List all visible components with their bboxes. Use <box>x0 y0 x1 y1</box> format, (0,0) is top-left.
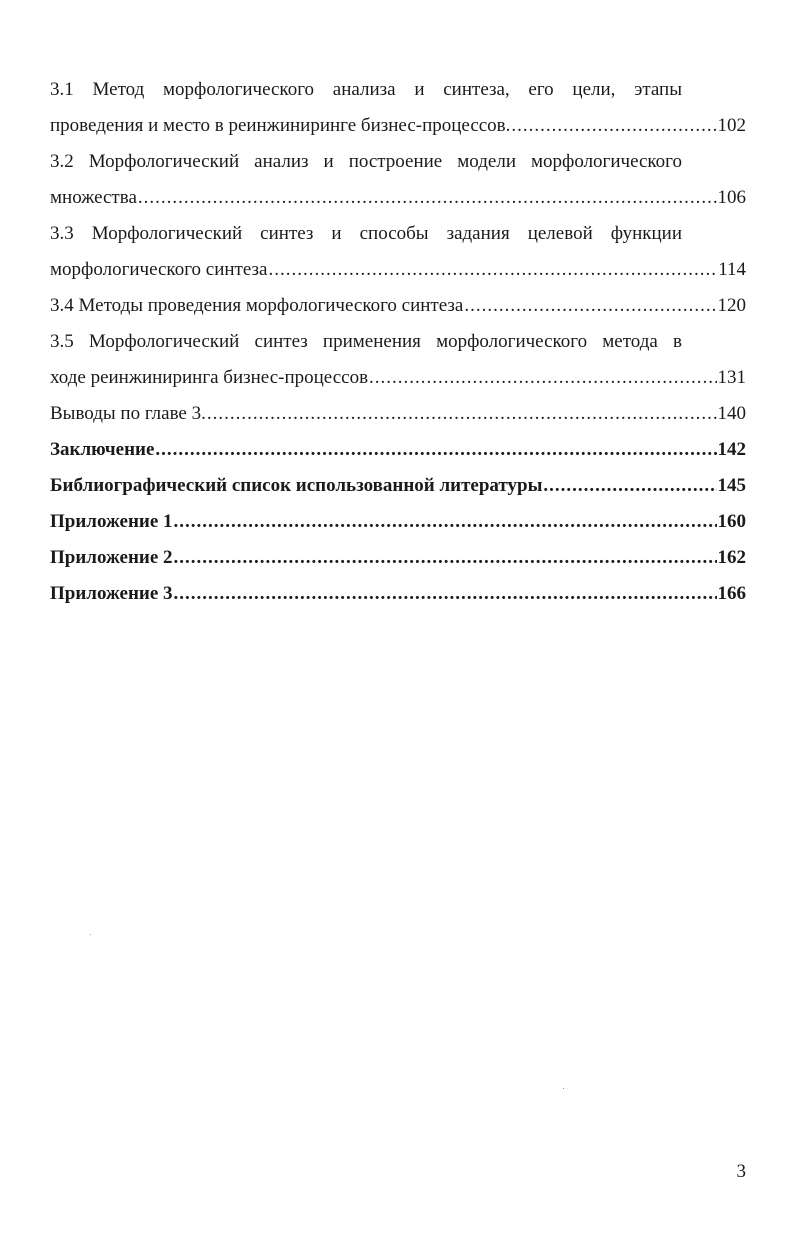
dot-leader <box>174 504 717 540</box>
dot-leader <box>369 360 716 396</box>
page-number: 3 <box>736 1161 746 1182</box>
toc-item-page: 142 <box>717 439 746 460</box>
toc-item-3-2[interactable] <box>50 180 746 216</box>
toc-item-title: 3.4 Методы проведения морфологического синтеза <box>50 295 464 316</box>
toc-item-title: морфологического синтеза <box>50 259 268 280</box>
toc-item-3-4[interactable] <box>50 288 746 324</box>
toc-item-title: Приложение 3 <box>50 583 173 604</box>
toc-item-3-1[interactable] <box>50 108 746 144</box>
toc-item-appendix-3[interactable] <box>50 576 746 612</box>
toc-item-bibliography[interactable] <box>50 468 746 504</box>
dot-leader <box>268 252 717 288</box>
toc-item-conclusion[interactable] <box>50 432 746 468</box>
dot-leader <box>207 396 717 432</box>
toc-item-3-2-line-1: 3.2 Морфологический анализ и построение модели морфологического <box>50 151 682 172</box>
dot-leader <box>543 468 716 504</box>
toc-item-page: 106 <box>717 187 746 208</box>
toc-item-page: 166 <box>717 583 746 604</box>
toc-item-title: проведения и место в реинжиниринге бизнес-процессов. <box>50 115 511 136</box>
toc-item-page: 145 <box>717 475 746 496</box>
toc-item-title: Приложение 2 <box>50 547 173 568</box>
scan-speck <box>563 1088 564 1089</box>
toc-item-appendix-2[interactable] <box>50 540 746 576</box>
toc-item-page: 102 <box>717 115 746 136</box>
toc-item-title: Выводы по главе 3. <box>50 403 206 424</box>
toc-item-page: 140 <box>717 403 746 424</box>
toc-item-page: 120 <box>717 295 746 316</box>
toc-item-page: 162 <box>717 547 746 568</box>
toc-item-page: 131 <box>717 367 746 388</box>
toc-item-page: 160 <box>717 511 746 532</box>
toc-item-3-3-line-1: 3.3 Морфологический синтез и способы задания целевой функции <box>50 223 682 244</box>
dot-leader <box>464 288 716 324</box>
dot-leader <box>174 540 717 576</box>
toc-item-3-3[interactable] <box>50 252 746 288</box>
dot-leader <box>155 432 716 468</box>
dot-leader <box>511 108 716 144</box>
toc-item-3-5-line-1: 3.5 Морфологический синтез применения морфологического метода в <box>50 331 682 352</box>
toc-item-3-5[interactable] <box>50 360 746 396</box>
toc-item-appendix-1[interactable] <box>50 504 746 540</box>
toc-item-conclusions-chapter-3[interactable] <box>50 396 746 432</box>
toc-item-3-1-line-1: 3.1 Метод морфологического анализа и синтеза, его цели, этапы <box>50 79 682 100</box>
toc-item-title: Заключение <box>50 439 155 460</box>
toc-item-title: Библиографический список использованной литературы <box>50 475 543 496</box>
table-of-contents <box>50 72 746 612</box>
dot-leader <box>174 576 717 612</box>
toc-item-title: множества <box>50 187 137 208</box>
toc-item-title: ходе реинжиниринга бизнес-процессов <box>50 367 369 388</box>
toc-item-title: Приложение 1 <box>50 511 173 532</box>
scan-speck <box>90 934 91 935</box>
toc-item-page: 114 <box>718 259 746 280</box>
dot-leader <box>138 180 717 216</box>
